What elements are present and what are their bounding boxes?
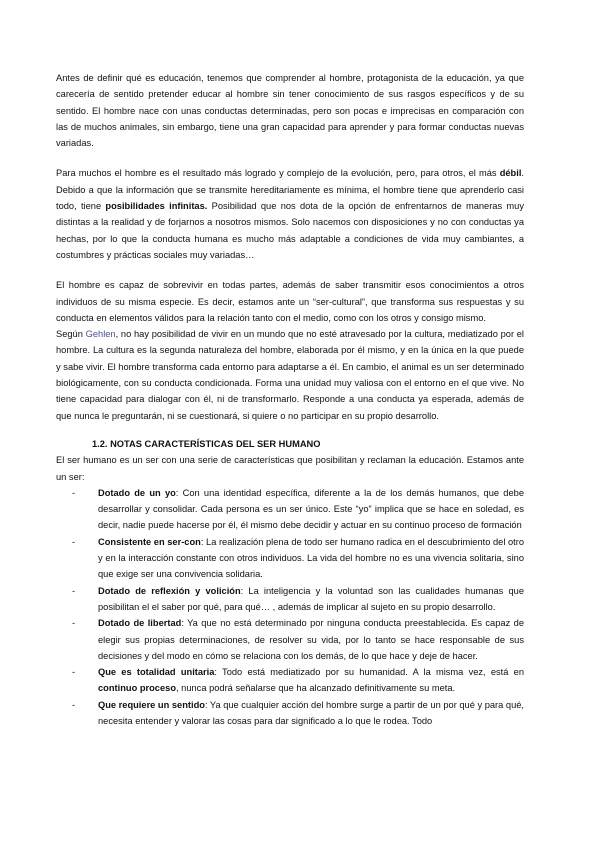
list-item: - Dotado de reflexión y volición: La inteligencia y la voluntad son las cualidades humanas que posibilitan el el saber por qué, para qué… , además de implicar al sujeto en su propio desarrollo. <box>72 585 524 612</box>
paragraph-ser-cultural: El hombre es capaz de sobrevivir en todas partes, además de saber transmitir esos conocimientos a otros individuos de su misma especie. Es decir, estamos ante un “ser-cultural”, que transforma sus respuestas y su conducta en elementos válidos para la relación tanto con el medio, como con los otros y consigo mismo. <box>56 280 524 323</box>
paragraph-evolution: Para muchos el hombre es el resultado más logrado y complejo de la evolución, pero, para otros, el más débil. Debido a que la información que se transmite hereditariamente es mínima, el hombre tiene que aprenderlo casi todo, tiene posibilidades infinitas. Posibilidad que nos dota de la opción de enfrentarnos de maneras muy distintas a la realidad y de forjarnos a nosotros mismos. Solo nacemos con disposiciones y no con conductas ya hechas, por lo que la conducta humana es mucho más adaptable a condiciones de vida muy cambiantes, a costumbres y prácticas sociales muy variadas… <box>56 168 524 260</box>
paragraph-intro: Antes de definir qué es educación, tenemos que comprender al hombre, protagonista de la educación, ya que carecería de sentido pretender educar al hombre sin tener conocimiento de sus rasgos específicos y de su sentido. El hombre nace con unas conductas determinadas, pero son pocas e imprecisas en comparación con las de muchos animales, sin embargo, tiene una gran capacidad para aprender y para formar conductas nuevas variadas. <box>56 73 524 149</box>
characteristics-list <box>56 485 524 729</box>
section-heading: 1.2. NOTAS CARACTERÍSTICAS DEL SER HUMANO <box>92 438 321 449</box>
section-intro: El ser humano es un ser con una serie de características que posibilitan y reclaman la educación. Estamos ante un ser: <box>56 455 524 482</box>
list-item: - Que es totalidad unitaria: Todo está mediatizado por su humanidad. A la misma vez, está en continuo proceso, nunca podrá señalarse que ha alcanzado definitivamente su meta. <box>72 667 524 694</box>
list-item: - Dotado de un yo: Con una identidad específica, diferente a la de los demás humanos, que debe desarrollar y consolidar. Cada persona es un ser único. Este “yo” implica que se hace en soledad, es decir, nadie puede hacerse por él, él mismo debe decidir y actuar en su continuo proceso de formación <box>72 487 524 531</box>
list-item: - Que requiere un sentido: Ya que cualquier acción del hombre surge a partir de un por qué y para qué, necesita entender y valorar las cosas para dar significado a lo que le rodea. Todo <box>72 699 524 726</box>
gehlen-link[interactable]: Gehlen <box>85 329 116 340</box>
list-item: - Consistente en ser-con: La realización plena de todo ser humano radica en el descubrimiento del otro y en la interacción constante con otros individuos. La vida del hombre no es una vivencia solitaria, sino que exige ser una convivencia solidaria. <box>72 536 525 580</box>
list-item: - Dotado de libertad: Ya que no está determinado por ninguna conducta preestablecida. Es capaz de elegir sus propias determinaciones, de resolver su vida, por lo tanto se hace responsable de sus decisiones y del modo en cómo se relaciona con los demás, de lo que hace y deje de hacer. <box>72 618 524 661</box>
paragraph-gehlen: Según Gehlen, no hay posibilidad de vivir en un mundo que no esté atravesado por la cultura, mediatizado por el hombre. La cultura es la segunda naturaleza del hombre, elaborada por él mismo, y en la única en la que puede y sabe vivir. El hombre transforma cada entorno para adaptarse a él. En cambio, el animal es un ser determinado biológicamente, con su conducta condicionada. Forma una unidad muy valiosa con el entorno en el que vive. No tiene capacidad para dialogar con él, ni de transformarlo. Responde a una conducta ya esperada, además de que nunca le preguntarán, ni se cuestionará, si quiere o no participar en su propio desarrollo. <box>56 329 525 421</box>
bold-posibilidades: posibilidades infinitas. <box>105 201 208 212</box>
bold-debil: débil <box>499 168 522 179</box>
document-page <box>56 70 524 729</box>
